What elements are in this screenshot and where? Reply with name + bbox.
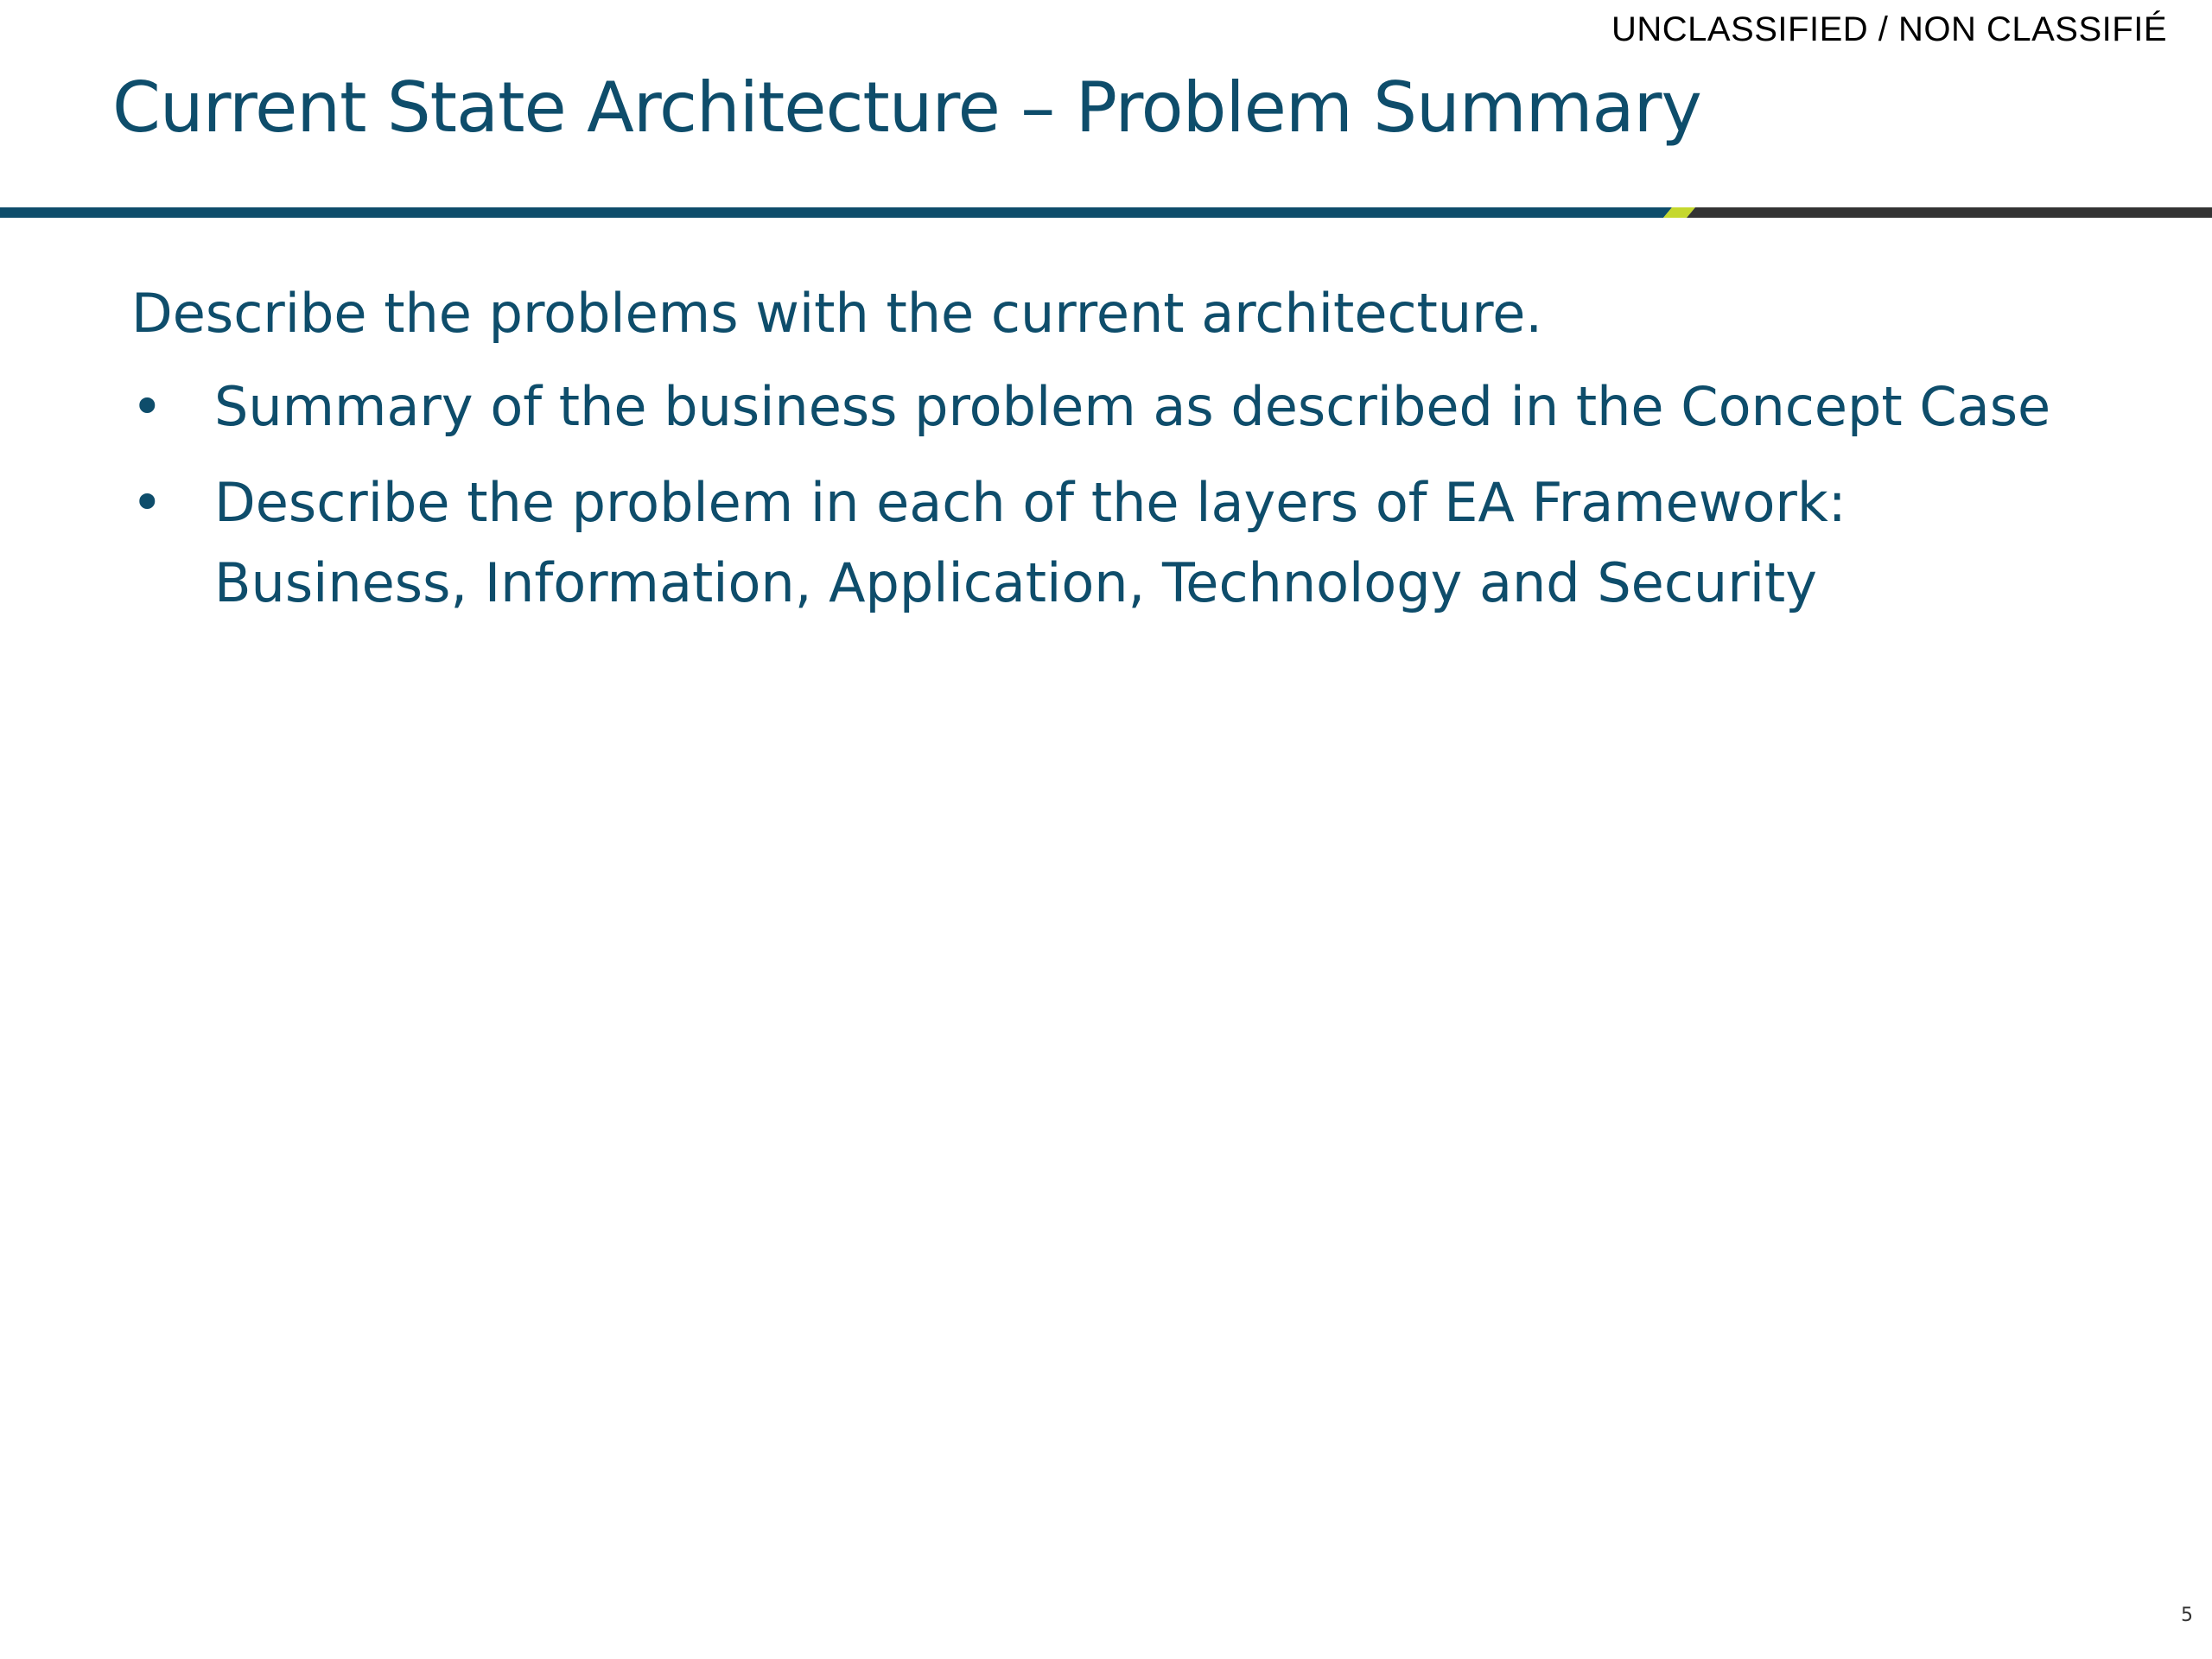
bullet-list (131, 366, 2119, 623)
bullet-item (131, 366, 2119, 447)
bullet-icon: • (131, 375, 163, 438)
bullet-text-line-1: Describe the problem in each of the layers of EA Framework: (214, 471, 1847, 534)
bullet-icon: • (131, 471, 163, 534)
page-number: 5 (2181, 1605, 2193, 1626)
bullet-item (131, 462, 2119, 623)
bullet-text-line-2: Business, Information, Application, Technology and Security (214, 551, 1817, 614)
bullet-text: Summary of the business problem as described in the Concept Case (214, 375, 2051, 438)
title-divider (0, 207, 2212, 218)
divider-dark-segment (1687, 207, 2212, 218)
intro-text: Describe the problems with the current architecture. (131, 282, 1543, 345)
classification-label: UNCLASSIFIED / NON CLASSIFIÉ (1611, 10, 2167, 48)
slide-title: Current State Architecture – Problem Summary (112, 67, 1701, 148)
slide-body (131, 275, 2119, 639)
divider-primary-segment (0, 207, 1672, 218)
